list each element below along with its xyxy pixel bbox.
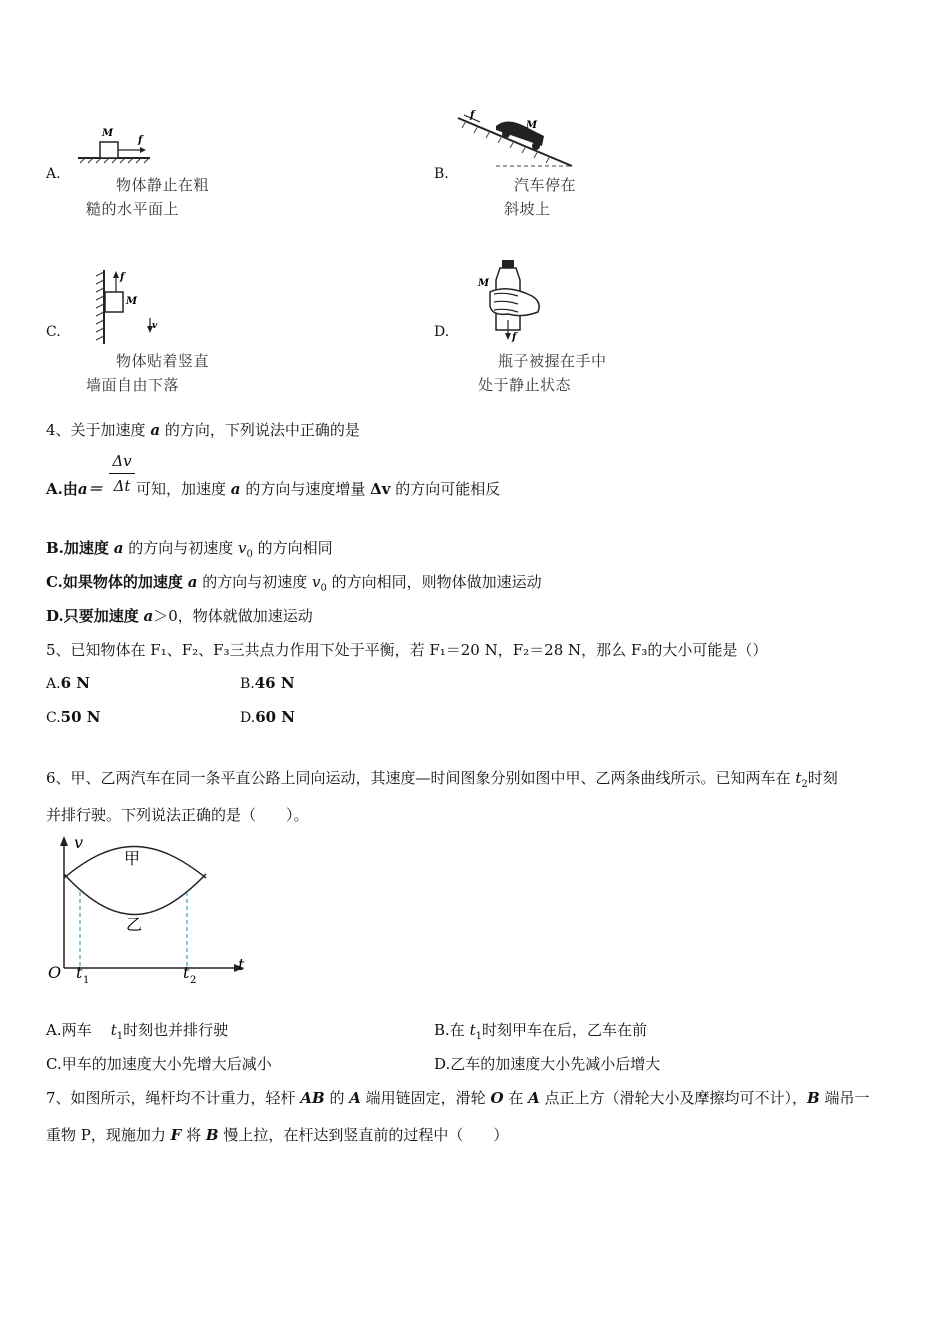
label-f: f [470, 110, 475, 121]
caption-line2: 墙面自由下落 [86, 376, 180, 394]
q5-option-d: D.60 N [240, 708, 295, 726]
label-v: v [152, 321, 158, 331]
label-t1: t [76, 963, 83, 982]
q4-fraction-numerator: Δv [112, 452, 132, 470]
q5-option-a: A.6 N [46, 674, 90, 692]
label-v: v [74, 833, 84, 852]
figure-block-on-floor [76, 122, 156, 164]
q6-stem-line2: 并排行驶。下列说法正确的是（ ）。 [46, 806, 309, 824]
label-f: f [512, 332, 517, 343]
q6-option-b: B.在 $t_1$时刻甲车在后，乙车在前 [434, 1021, 647, 1042]
q6-option-d: D.乙车的加速度大小先减小后增大 [434, 1055, 661, 1073]
label-f: f [138, 135, 143, 146]
option-letter: D. [434, 324, 450, 340]
option-letter: C. [46, 324, 61, 340]
q5-option-b: B.46 N [240, 674, 295, 692]
caption-line2: 斜坡上 [504, 200, 551, 218]
label-m: M [478, 278, 490, 289]
q4-fraction-denominator: Δt [113, 477, 131, 495]
label-t1-sub: 1 [83, 975, 90, 986]
q4-option-a-pre: A.由a＝ [46, 480, 103, 498]
caption-line2: 处于静止状态 [478, 376, 572, 394]
q6-velocity-time-graph [44, 830, 254, 990]
q6-option-c: C.甲车的加速度大小先增大后减小 [46, 1055, 272, 1073]
q4-stem: 4、关于加速度 a 的方向，下列说法中正确的是 [46, 421, 360, 439]
label-yi: 乙 [126, 915, 143, 934]
option-letter: B. [434, 166, 449, 182]
q4-option-c: C.如果物体的加速度 a 的方向与初速度 $v_0$ 的方向相同，则物体做加速运动 [46, 573, 542, 594]
figure-car-on-slope [456, 108, 580, 170]
q4-option-a-post: 可知，加速度 a 的方向与速度增量 Δv 的方向可能相反 [136, 480, 501, 498]
label-t2-sub: 2 [190, 975, 197, 986]
label-jia: 甲 [124, 849, 141, 868]
figure-bottle-in-hand [472, 258, 552, 348]
q7-stem-line1: 7、如图所示，绳杆均不计重力，轻杆 AB 的 A 端用链固定，滑轮 O 在 A 点正上方（滑轮大小及摩擦均可不计），B 端吊一 [46, 1089, 870, 1107]
label-t2: t [183, 963, 190, 982]
q5-stem: 5、已知物体在 F₁、F₂、F₃三共点力作用下处于平衡，若 F₁＝20 N，F₂＝28 N，那么 F₃的大小可能是（） [46, 641, 768, 659]
label-m: M [526, 120, 538, 131]
label-t: t [238, 955, 245, 974]
q4-fraction-bar [109, 473, 135, 474]
caption-line1: 汽车停在 [514, 176, 577, 194]
caption-line1: 物体静止在粗 [116, 176, 210, 194]
q7-stem-line2: 重物 P，现施加力 F 将 B 慢上拉，在杆达到竖直前的过程中（ ） [46, 1126, 509, 1144]
q4-option-d: D.只要加速度 a＞0，物体就做加速运动 [46, 607, 313, 625]
q4-option-b: B.加速度 a 的方向与初速度 $v_0$ 的方向相同 [46, 539, 333, 560]
caption-line2: 糙的水平面上 [86, 200, 180, 218]
q6-stem-line1: 6、甲、乙两汽车在同一条平直公路上同向运动，其速度—时间图象分别如图中甲、乙两条曲线所示。已知两车在 $t_2$时刻 [46, 769, 838, 790]
q5-option-c: C.50 N [46, 708, 101, 726]
label-m: M [126, 296, 138, 307]
caption-line1: 瓶子被握在手中 [498, 352, 607, 370]
caption-line1: 物体贴着竖直 [116, 352, 210, 370]
option-letter: A. [46, 166, 61, 182]
curve-yi [64, 874, 206, 915]
label-f: f [120, 272, 125, 283]
label-m: M [102, 128, 114, 139]
figure-block-on-wall [92, 268, 164, 348]
label-origin: O [48, 963, 62, 982]
q6-option-a: A.两车 $t_1$时刻也并排行驶 [46, 1021, 229, 1042]
